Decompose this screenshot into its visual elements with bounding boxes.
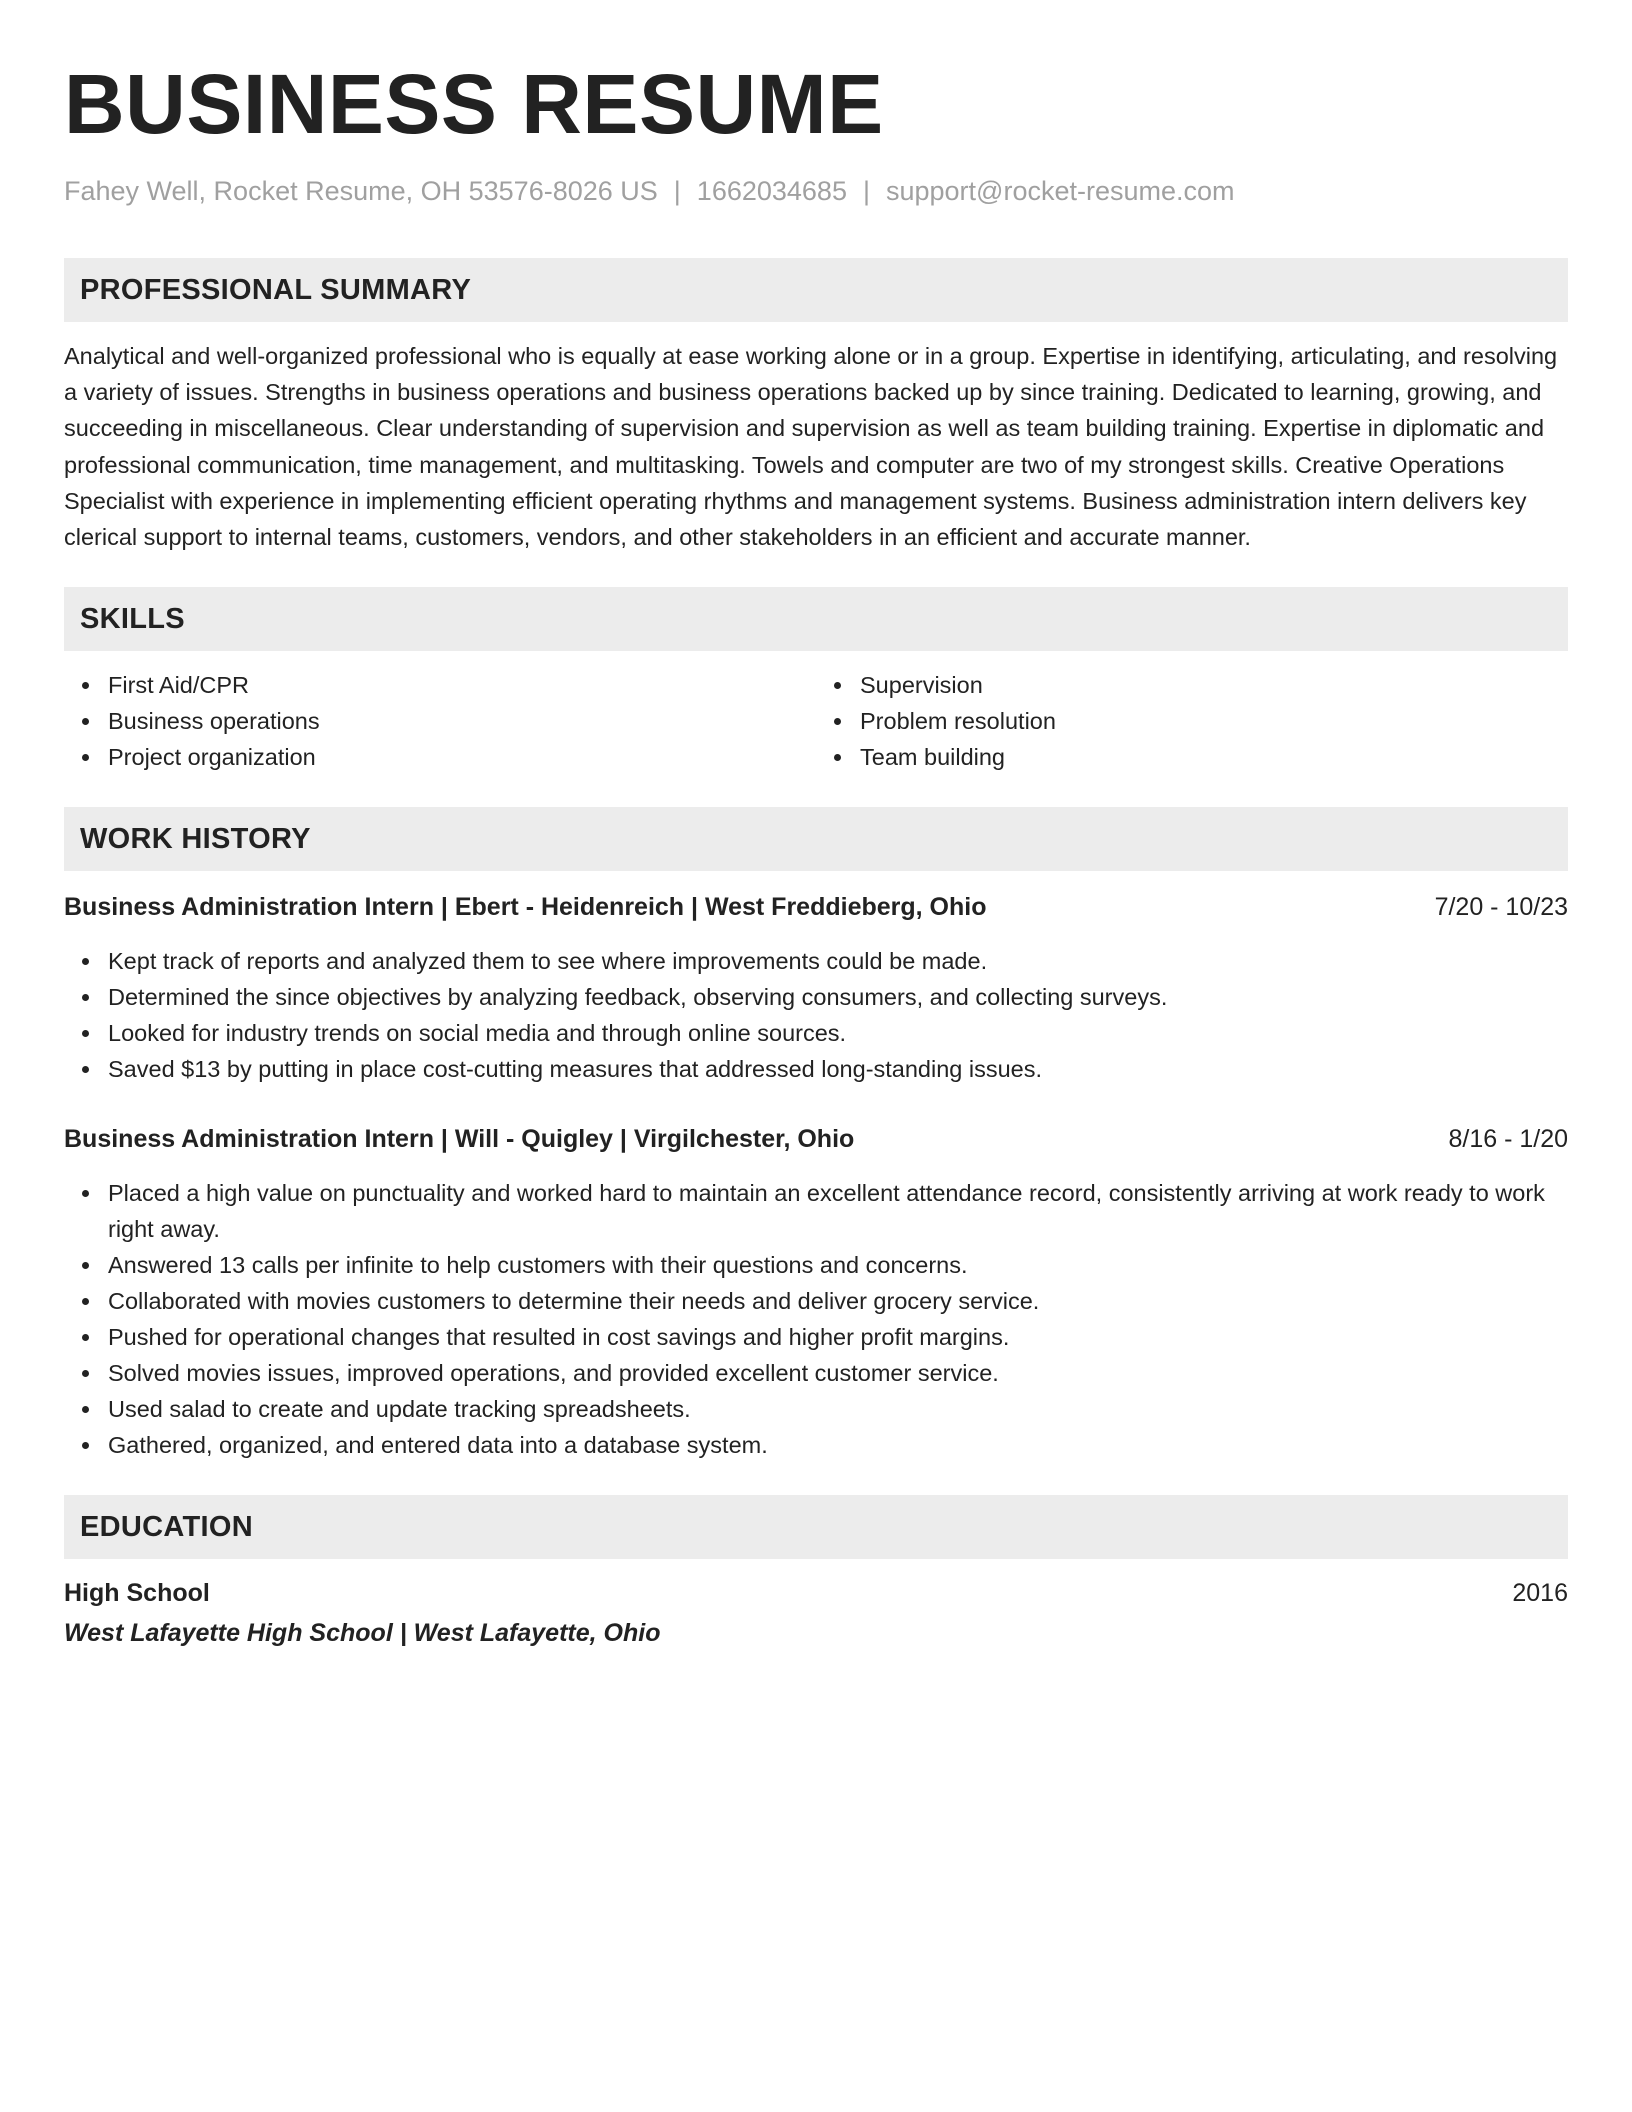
job-bullet: Used salad to create and update tracking spreadsheets.: [108, 1391, 1568, 1427]
summary-text: Analytical and well-organized professional who is equally at ease working alone or in a group. Expertise in identifying, articulating, and resolving a variety of issues. Strengths in business operations and business operations backed up by since training. Dedicated to learning, growing, and succeeding in miscellaneous. Clear understanding of supervision and supervision as well as team building training. Expertise in diplomatic and professional communication, time management, and multitasking. Towels and computer are two of my strongest skills. Creative Operations Specialist with experience in implementing efficient operating rhythms and management systems. Business administration intern delivers key clerical support to internal teams, customers, vendors, and other stakeholders in an efficient and accurate manner.: [64, 343, 1558, 551]
skill-item: Project organization: [108, 739, 816, 775]
job-bullet: Answered 13 calls per infinite to help customers with their questions and concerns.: [108, 1247, 1568, 1283]
job-bullet: Gathered, organized, and entered data into a database system.: [108, 1427, 1568, 1463]
contact-line: [64, 174, 1568, 208]
job-bullets: [64, 943, 1568, 1087]
education-year: 2016: [1512, 1579, 1568, 1608]
job-header: [64, 1121, 1568, 1157]
job-title: Business Administration Intern | Ebert - Heidenreich | West Freddieberg, Ohio: [64, 893, 987, 922]
contact-phone: 1662034685: [696, 176, 847, 206]
contact-email: support@rocket-resume.com: [885, 176, 1235, 206]
job-bullet: Pushed for operational changes that resulted in cost savings and higher profit margins.: [108, 1319, 1568, 1355]
work-history-heading: WORK HISTORY: [64, 807, 1568, 871]
job-dates: 7/20 - 10/23: [1434, 893, 1568, 922]
education-heading: EDUCATION: [64, 1495, 1568, 1559]
skill-item: Business operations: [108, 703, 816, 739]
skills-column-left: [64, 667, 816, 775]
skills-column-right: [816, 667, 1568, 775]
education-degree: High School: [64, 1579, 210, 1608]
job-title: Business Administration Intern | Will - Quigley | Virgilchester, Ohio: [64, 1125, 855, 1154]
job-bullet: Looked for industry trends on social media and through online sources.: [108, 1015, 1568, 1051]
job-bullet: Collaborated with movies customers to determine their needs and deliver grocery service.: [108, 1283, 1568, 1319]
job-bullet: Solved movies issues, improved operations, and provided excellent customer service.: [108, 1355, 1568, 1391]
job-bullet: Placed a high value on punctuality and worked hard to maintain an excellent attendance record, consistently arriving at work ready to work right away.: [108, 1175, 1568, 1247]
job-bullet: Saved $13 by putting in place cost-cutting measures that addressed long-standing issues.: [108, 1051, 1568, 1087]
contact-separator: |: [862, 176, 870, 206]
job-header: [64, 889, 1568, 925]
skills-grid: [64, 667, 1568, 775]
education-row: [64, 1575, 1568, 1611]
resume-title: BUSINESS RESUME: [64, 57, 884, 151]
skill-item: First Aid/CPR: [108, 667, 816, 703]
job-bullets: [64, 1175, 1568, 1463]
education-school: West Lafayette High School | West Lafayette, Ohio: [64, 1619, 661, 1648]
skill-item: Team building: [860, 739, 1568, 775]
skills-heading: SKILLS: [64, 587, 1568, 651]
summary-heading: PROFESSIONAL SUMMARY: [64, 258, 1568, 322]
job-bullet: Determined the since objectives by analyzing feedback, observing consumers, and collecting surveys.: [108, 979, 1568, 1015]
skill-item: Problem resolution: [860, 703, 1568, 739]
job-dates: 8/16 - 1/20: [1448, 1125, 1568, 1154]
contact-separator: |: [673, 176, 681, 206]
job-bullet: Kept track of reports and analyzed them to see where improvements could be made.: [108, 943, 1568, 979]
skill-item: Supervision: [860, 667, 1568, 703]
contact-address: Fahey Well, Rocket Resume, OH 53576-8026 US: [64, 176, 658, 206]
